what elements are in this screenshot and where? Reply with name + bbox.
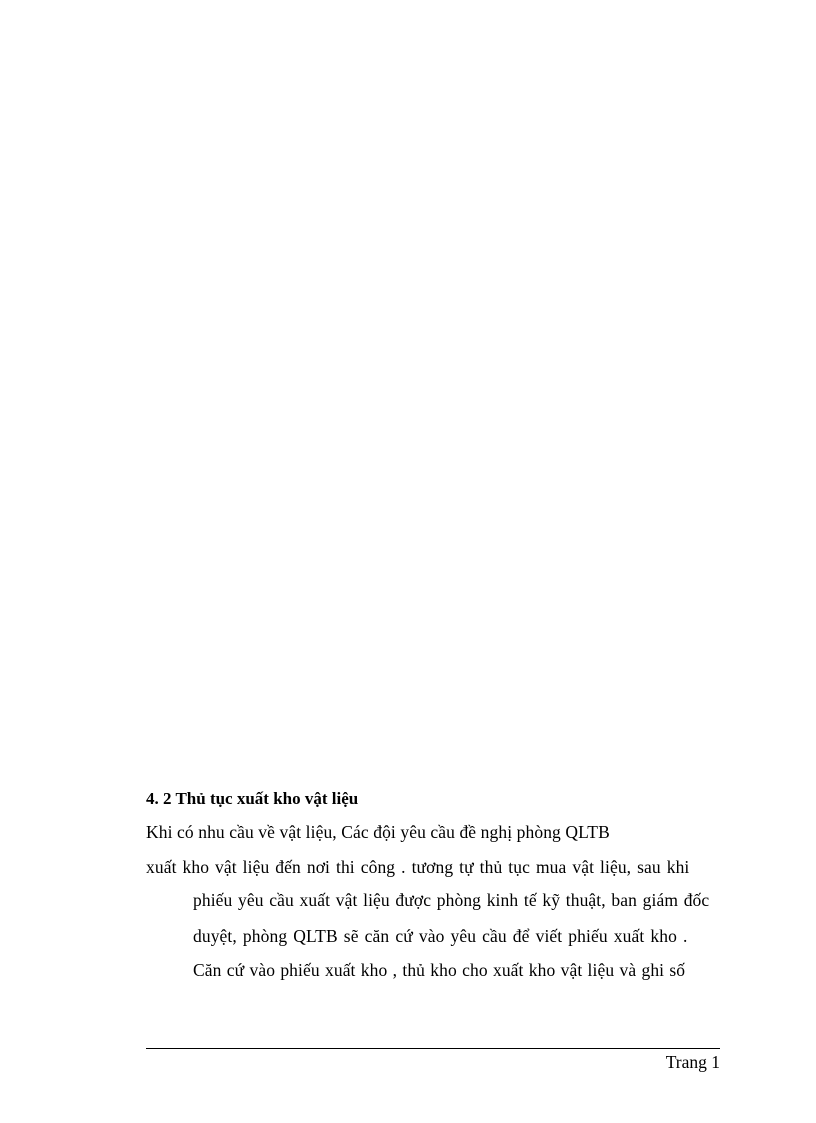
section-heading: 4. 2 Thủ tục xuất kho vật liệu [146,789,359,808]
paragraph-line: duyệt, phòng QLTB sẽ căn cứ vào yêu cầu để viết phiếu xuất kho . [193,926,688,946]
paragraph-line: Khi có nhu cầu về vật liệu, Các đội yêu cầu đề nghị phòng QLTB [146,822,610,842]
paragraph-line: phiếu yêu cầu xuất vật liệu được phòng kinh tế kỹ thuật, ban giám đốc [193,890,710,910]
page-number: Trang 1 [665,1052,720,1072]
paragraph-line: xuất kho vật liệu đến nơi thi công . tương tự thủ tục mua vật liệu, sau khi [146,857,690,877]
footer-divider [146,1048,720,1049]
paragraph-line: Căn cứ vào phiếu xuất kho , thủ kho cho xuất kho vật liệu và ghi số [193,960,686,980]
